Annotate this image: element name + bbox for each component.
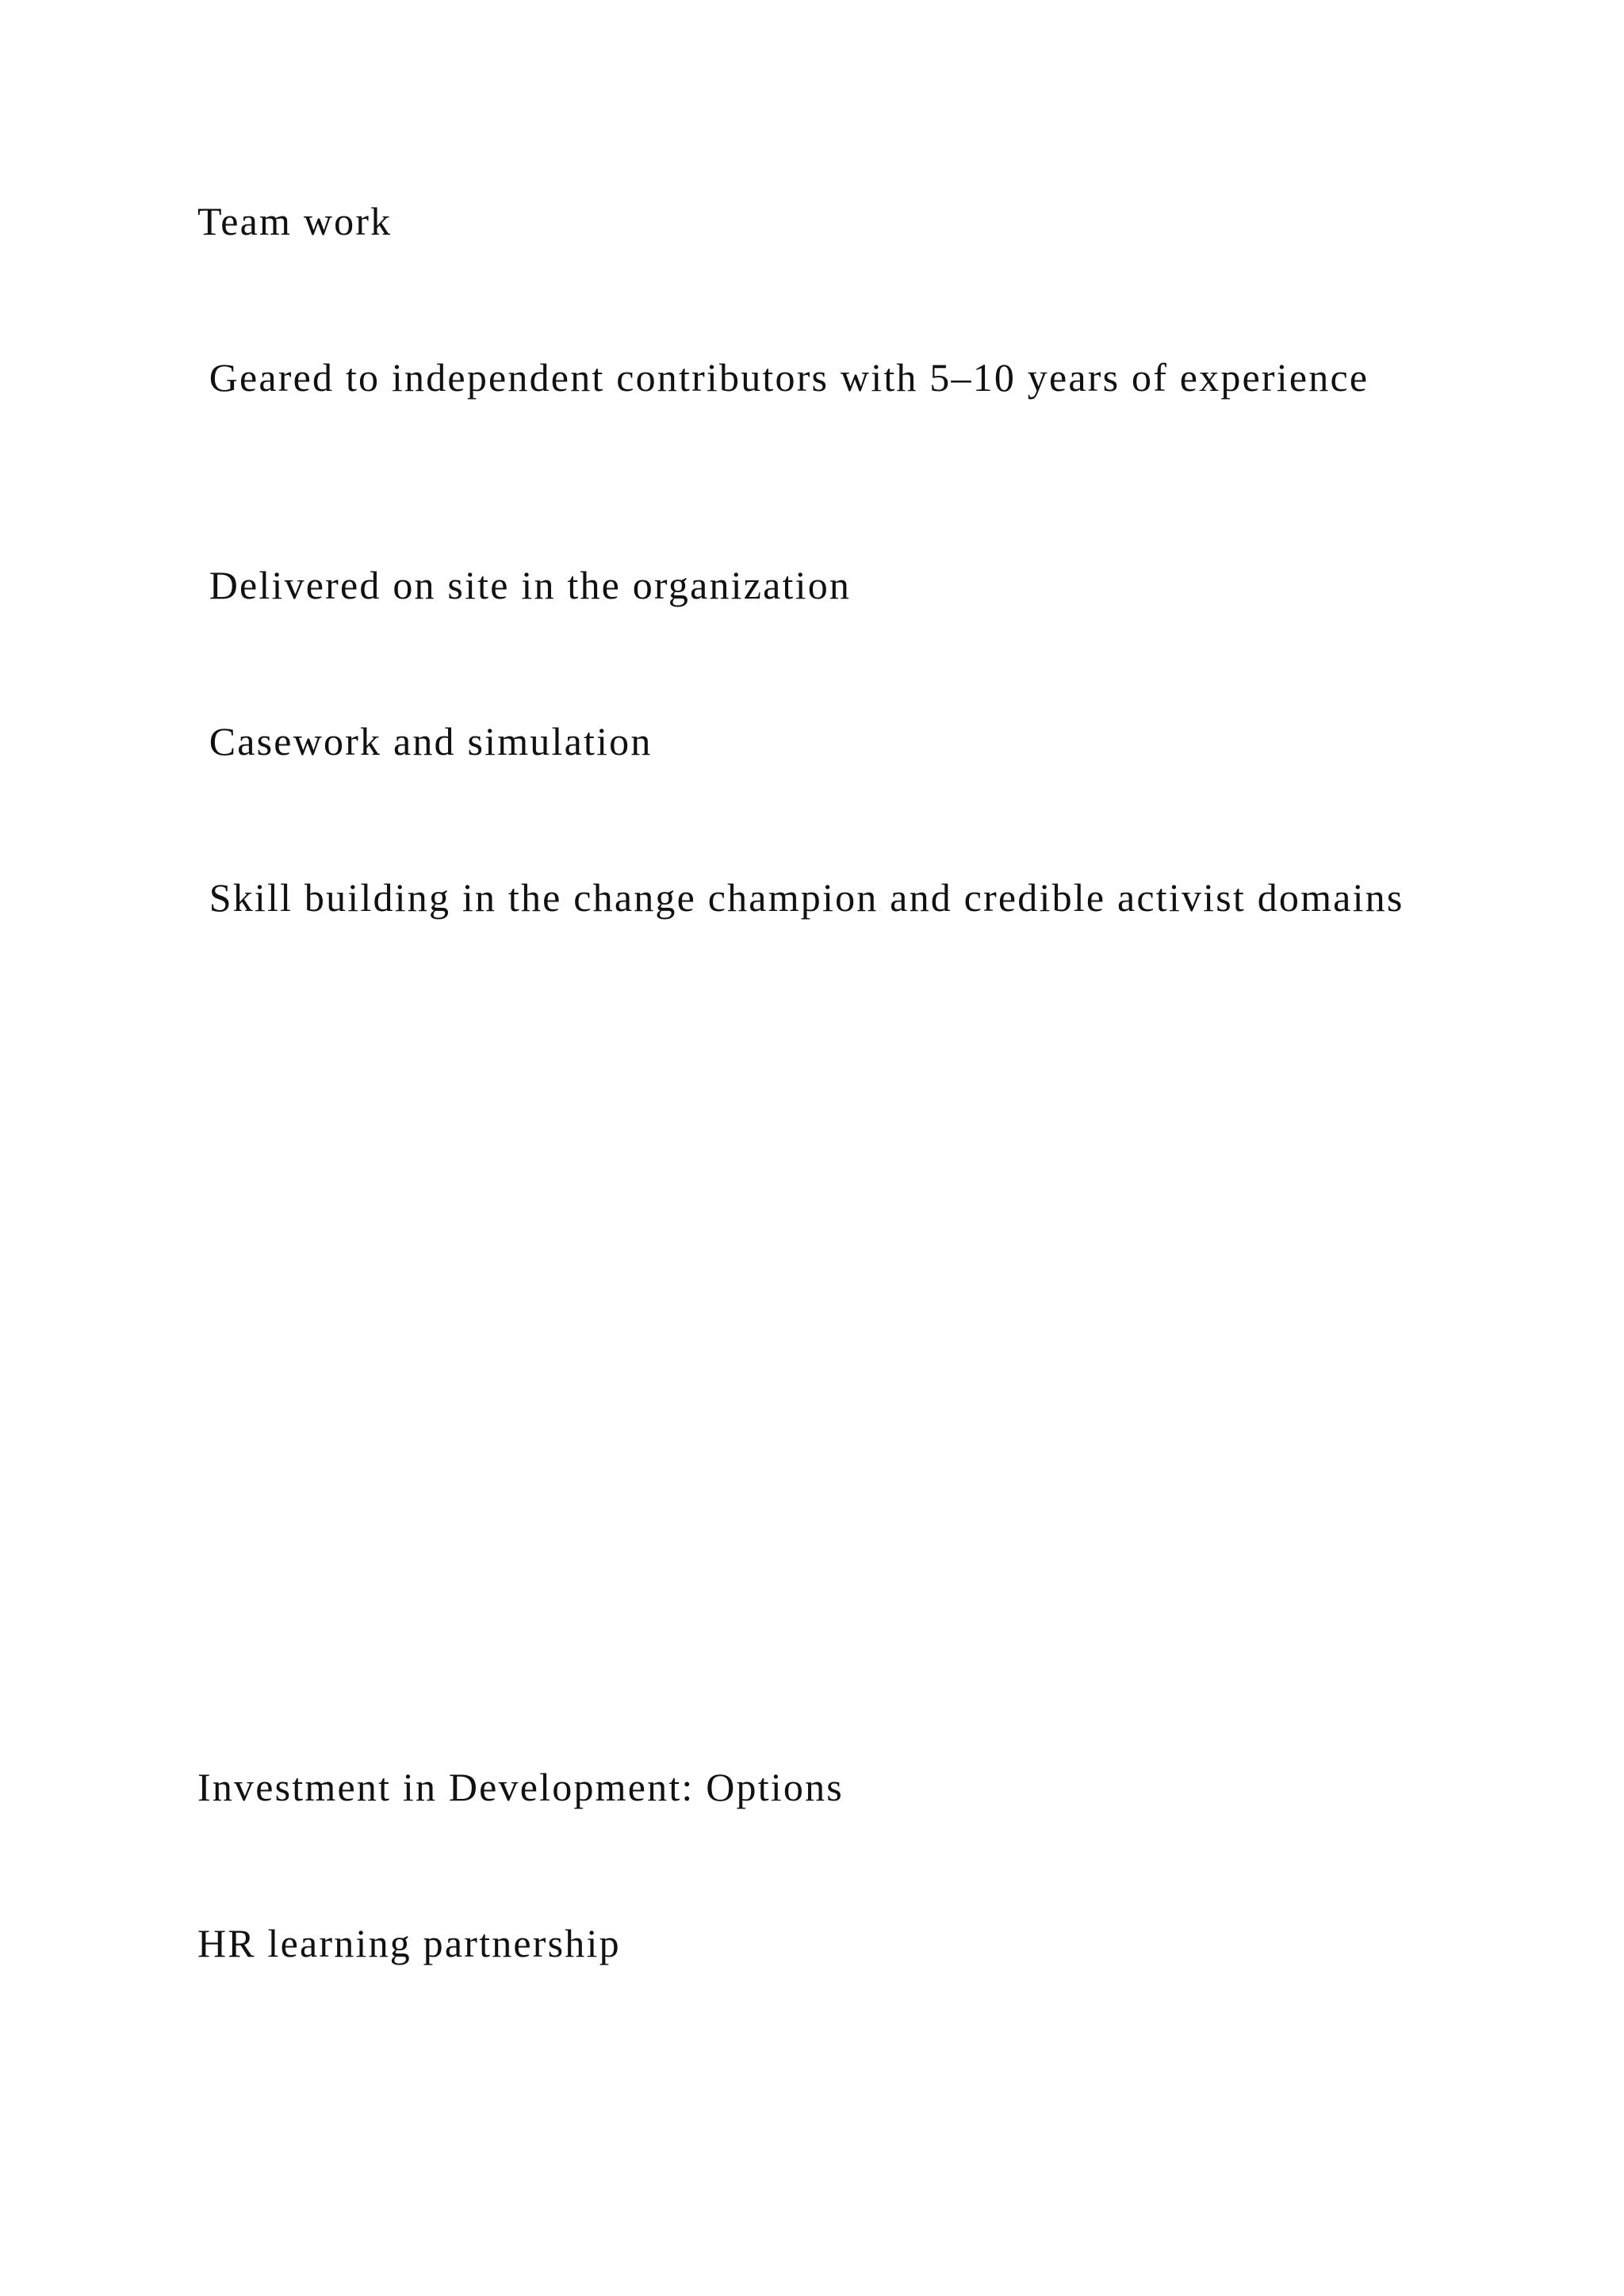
paragraph-investment-options: Investment in Development: Options <box>197 1765 844 1809</box>
paragraph-geared-to-contributors: Geared to independent contributors with 5–10 years of experience <box>197 355 1369 400</box>
paragraph-hr-learning-partnership: HR learning partnership <box>197 1921 621 1965</box>
paragraph-casework-simulation: Casework and simulation <box>197 719 653 763</box>
paragraph-delivered-on-site: Delivered on site in the organization <box>197 563 852 607</box>
paragraph-team-work: Team work <box>197 199 393 243</box>
paragraph-skill-building: Skill building in the change champion and credible activist domains <box>197 875 1404 920</box>
